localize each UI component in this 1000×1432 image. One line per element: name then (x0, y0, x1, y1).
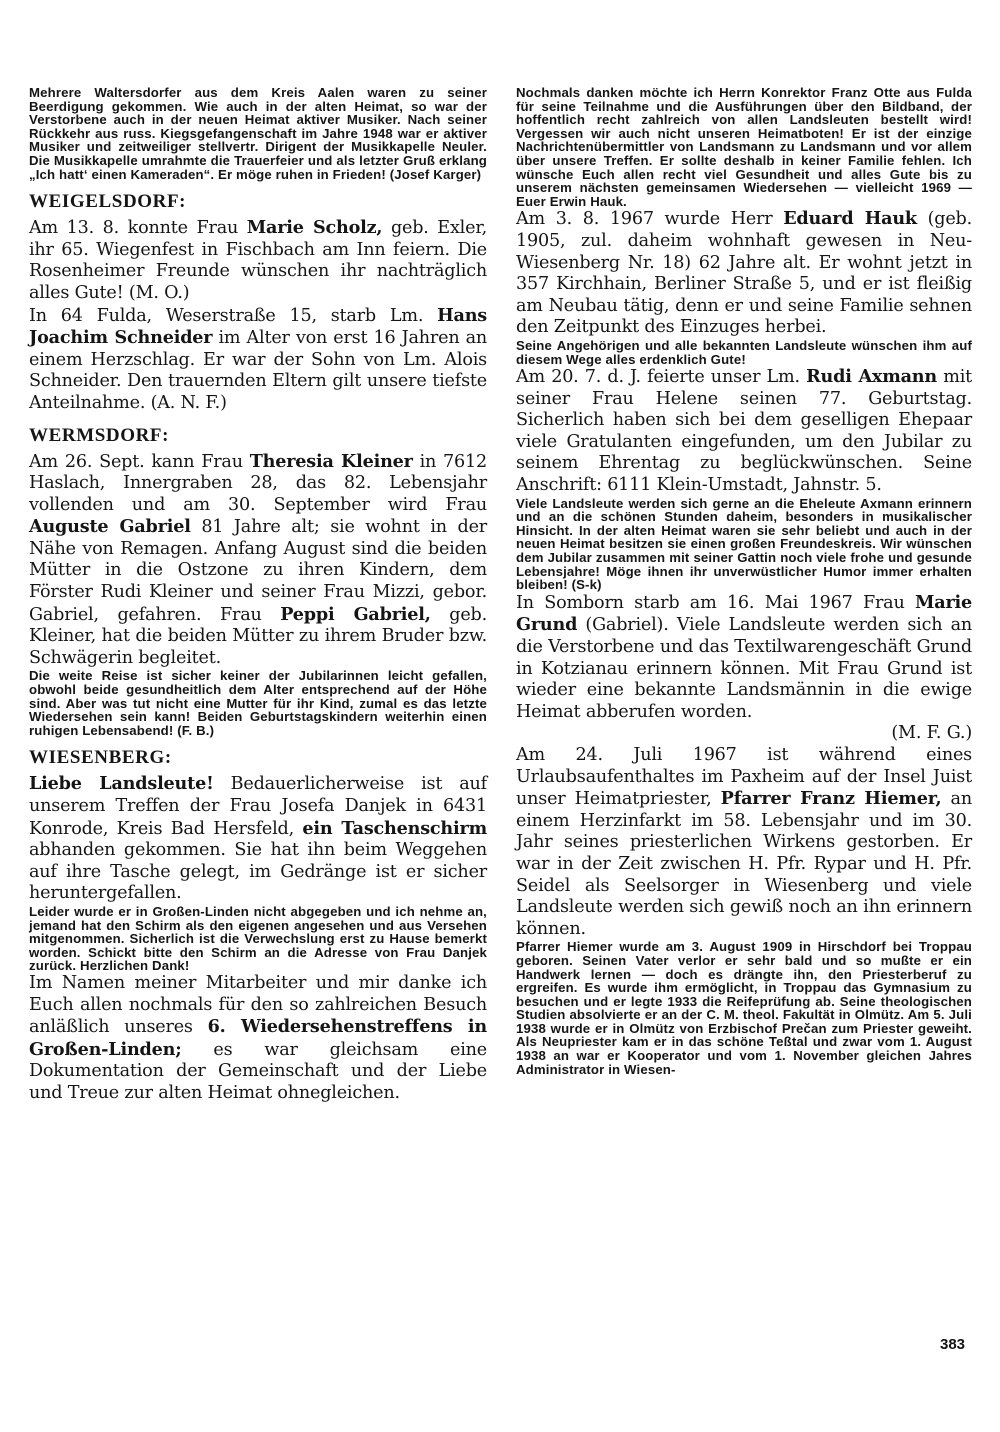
person-name: Marie Scholz, (246, 217, 383, 239)
note-paragraph-small: Viele Landsleute werden sich gerne an die Eheleute Axmann erinnern und an die schönen Stunden daheim, besonders in musikalischer Hinsicht. In der alten Heimat waren sie sehr beliebt und auch in der neuen Heimat besitzen sie einen großen Freundeskreis. Wir wünschen dem Jubilar zusammen mit seiner Gattin noch viele frohe und gesunde Lebensjahre! Möge ihnen ihr unverwüstlicher Humor immer erhalten bleiben! (S-k) (516, 495, 972, 593)
person-name: Theresia Kleiner (249, 450, 413, 472)
biography-paragraph-small: Pfarrer Hiemer wurde am 3. August 1909 in Hirschdorf bei Troppau geboren. Seinen Vater verlor er sehr bald und so mußte er ein Handwerk lernen — doch es drängte ihn, den Priesterberuf zu ergreifen. Es wurde ihm ermöglicht, in Troppau das Gymnasium zu besuchen und er legte 1933 die Reifeprüfung ab. Seine theologischen Studien absolvierte er an der C. M. theol. Fakultät in Olmütz. Am 5. Juli 1938 wurde er in Olmütz von Erzbischof Prečan zum Priester geweiht. Als Neupriester kam er in das schöne Teßtal und zwar vom 1. August 1938 an war er Kooperator und vom 1. November gleichen Jahres Administrator in Wiesen- (516, 939, 972, 1077)
right-column (516, 86, 972, 1076)
salutation: Liebe Landsleute! (29, 773, 214, 795)
event-name: 6. Wiedersehenstreffens in Großen-Linden; (29, 1016, 487, 1060)
lost-umbrella-notice: Liebe Landsleute! Bedauerlicherweise ist auf unserem Treffen der Frau Josefa Danjek in 6431 Konrode, Kreis Bad Hersfeld, ein Taschenschirm abhanden gekommen. Sie hat ihn beim Weggehen auf ihre Tasche gelegt, im Gedränge ist er sicher heruntergefallen. (29, 773, 487, 904)
lost-item: ein Taschenschirm (302, 817, 487, 839)
birthday-notice: Am 26. Sept. kann Frau Theresia Kleiner in 7612 Haslach, Innergraben 28, das 82. Lebensjahr vollenden und am 30. September wird Frau Auguste Gabriel 81 Jahre alt; sie wohnt in der Nähe von Remagen. Anfang August sind die beiden Mütter in die Ostzone zu ihren Kindern, dem Förster Rudi Kleiner und seiner Frau Mizzi, gebor. Gabriel, gefahren. Frau Peppi Gabriel, geb. Kleiner, hat die beiden Mütter zu ihrem Bruder bzw. Schwägerin begleitet. (29, 450, 488, 668)
page-number: 383 (940, 1336, 966, 1353)
person-name: Pfarrer Franz Hiemer, (720, 788, 942, 810)
note-paragraph-small: Leider wurde er in Großen-Linden nicht abgegeben und ich nehme an, jemand hat den Schirm als den eigenen angesehen und aus Versehen mitgenommen. Sicherlich ist die Verwechslung erst zu Hause bemerkt worden. Schickt bitte den Schirm an die Adresse von Frau Danjek zurück. Herzlichen Dank! (29, 903, 487, 974)
intro-paragraph-small: Mehrere Waltersdorfer aus dem Kreis Aalen waren zu seiner Beerdigung gekommen. Wie auch in der alten Heimat, so war der Verstorbene auch in der neuen Heimat aktiver Musiker. Nach seiner Rückkehr aus russ. Kiegsgefangenschaft im Jahre 1948 war er aktiver Musiker und zeitweiliger stellvertr. Dirigent der Musikkapelle Neuler. Die Musikkapelle umrahmte die Trauerfeier und als letzter Gruß erklang „Ich hatt‘ einen Kameraden“. Er möge ruhen in Frieden! (Josef Karger) (29, 85, 487, 182)
section-weigelsdorf (29, 191, 487, 414)
note-paragraph-small: Die weite Reise ist sicher keiner der Jubilarinnen leicht gefallen, obwohl beide gesundheitlich dem Alter entsprechend auf der Höhe sind. Aber was tut nicht eine Mutter für ihr Kind, zumal es das letzte Wiedersehen sein kann! Beiden Geburtstagskindern weiterhin einen ruhigen Lebensabend! (F. B.) (29, 668, 487, 738)
birthday-notice: Am 13. 8. konnte Frau Marie Scholz, geb. Exler, ihr 65. Wiegenfest in Fischbach am Inn feiern. Die Rosenheimer Freunde wünschen ihr nachträglich alles Gute! (M. O.) (29, 217, 487, 303)
thanks-paragraph: Im Namen meiner Mitarbeiter und mir danke ich Euch allen nochmals für den so zahlreichen Besuch anläßlich unseres 6. Wiedersehenstreffens in Großen-Linden; es war gleichsam eine Dokumentation der Gemeinschaft und der Liebe und Treue zur alten Heimat ohnegleichen. (29, 972, 487, 1103)
person-name: Eduard Hauk (783, 208, 917, 230)
obituary-notice-grund: In Somborn starb am 16. Mai 1967 Frau Marie Grund (Gabriel). Viele Landsleute werden sich an die Verstorbene und das Textilwarengeschäft Grund in Kotzianau erinnern können. Mit Frau Grund ist wieder eine bekannte Landsmännin in die ewige Heimat abberufen worden. (516, 591, 972, 722)
birthday-notice-hauk: Am 3. 8. 1967 wurde Herr Eduard Hauk (geb. 1905, zul. daheim wohnhaft gewesen in Neu-Wiesenberg Nr. 18) 62 Jahre alt. Er wohnt jetzt in 357 Kirchhain, Berliner Straße 5, und er ist fleißig am Neubau tätig, denn er und seine Familie sehnen den Zeitpunkt des Einzuges herbei. (516, 208, 972, 338)
section-heading: WEIGELSDORF: (29, 191, 187, 213)
section-wermsdorf (29, 425, 487, 738)
signature: (M. F. G.) (891, 723, 972, 744)
person-name: Rudi Axmann (806, 366, 937, 388)
birthday-notice-axmann: Am 20. 7. d. J. feierte unser Lm. Rudi Axmann mit seiner Frau Helene seinen 77. Geburtstag. Sicherlich haben sich bei dem geselligen Ehepaar viele Gratulanten eingefunden, um den Jubilar zu seinem Ehrentag zu beglückwünschen. Seine Anschrift: 6111 Klein-Umstadt, Jahnstr. 5. (516, 366, 972, 496)
person-name: Hans Joachim Schneider (29, 304, 487, 349)
person-name: Marie Grund (516, 591, 972, 636)
section-heading: WIESENBERG: (29, 747, 172, 769)
obituary-notice-hiemer: Am 24. Juli 1967 ist während eines Urlaubsaufenthaltes im Paxheim auf der Insel Juist unser Heimatpriester, Pfarrer Franz Hiemer, an einem Herzinfarkt im 58. Lebensjahr und im 30. Jahr seines priesterlichen Wirkens gestorben. Er war in der Zeit zwischen H. Pfr. Rypar und H. Pfr. Seidel als Seelsorger in Wiesenberg und viele Landsleute werden sich gewiß noch an ihn erinnern können. (516, 744, 972, 939)
section-heading: WERMSDORF: (29, 424, 170, 446)
person-name: Peppi Gabriel, (280, 603, 431, 625)
obituary-notice: In 64 Fulda, Weserstraße 15, starb Lm. Hans Joachim Schneider im Alter von erst 16 Jahren an einem Herzschlag. Er war der Sohn von Lm. Alois Schneider. Den trauernden Eltern gilt unsere tiefste Anteilnahme. (A. N. F.) (29, 304, 487, 413)
note-paragraph-small: Seine Angehörigen und alle bekannten Landsleute wünschen ihm auf diesem Wege alles erdenklich Gute! (516, 337, 972, 367)
left-column (29, 86, 487, 1105)
section-wiesenberg (29, 747, 487, 1104)
intro-paragraph-small: Nochmals danken möchte ich Herrn Konrektor Franz Otte aus Fulda für seine Teilnahme und die Ausführungen über den Bildband, der hoffentlich recht zahlreich von allen Landsleuten bestellt wird! Vergessen wir auch nicht unseren Heimatboten! Er ist der einzige Nachrichtenübermittler von Landsmann zu Landsmann und vor allem über unsere Treffen. Er sollte deshalb in keiner Familie fehlen. Ich wünsche Euch allen recht viel Gesundheit und alles Gute bis zu unserem nächsten gemeinsamen Wiedersehen — vielleicht 1969 — Euer Erwin Hauk. (516, 85, 972, 209)
person-name: Auguste Gabriel (29, 516, 191, 538)
